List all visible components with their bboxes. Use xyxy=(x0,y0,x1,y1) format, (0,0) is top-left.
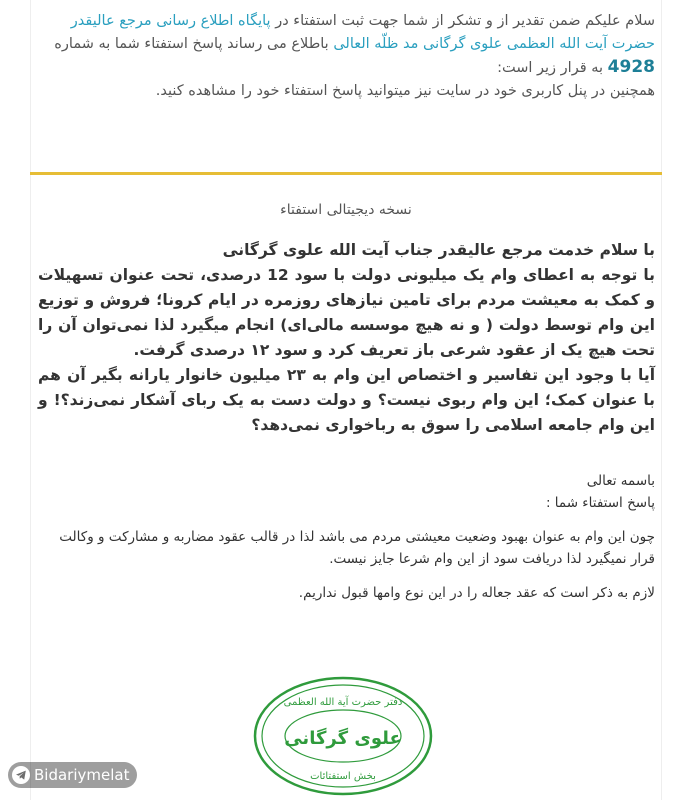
fatwa-number: 4928 xyxy=(607,57,655,77)
svg-text:علوی گرگانی: علوی گرگانی xyxy=(284,728,402,749)
intro-text-3: به قرار زیر است: xyxy=(497,60,604,76)
reply-bismillah: باسمه تعالی xyxy=(586,473,655,489)
reply-block xyxy=(38,470,655,604)
telegram-icon xyxy=(12,766,30,784)
gold-divider xyxy=(30,172,662,175)
ayatollah-link[interactable]: حضرت آیت الله العظمی علوی گرگانی مد ظلّه العالی xyxy=(333,36,655,52)
intro-text-4: همچنین در پنل کاربری خود در سایت نیز میتوانید پاسخ استفتاء خود را مشاهده کنید. xyxy=(155,83,655,99)
question-paragraph-2: آیا با وجود این تفاسیر و اختصاص این وام به ۲۳ میلیون خانوار یارانه بگیر آن هم با عنوان کمک؛ این وام ربوی نیست؟ و دولت دست به یک ربای آشکار نمی‌زند؟! و این وام جامعه اسلامی را سوق به رباخواری نمی‌دهد؟ xyxy=(38,366,656,434)
office-seal xyxy=(252,675,434,797)
question-greeting: با سلام خدمت مرجع عالیقدر جناب آیت الله علوی گرگانی xyxy=(222,241,655,259)
svg-text:بخش استفتائات: بخش استفتائات xyxy=(310,771,376,782)
intro-message xyxy=(40,10,655,103)
intro-text-2: باطلاع می رساند پاسخ استفتاء شما به شماره xyxy=(54,36,329,52)
site-link[interactable]: پایگاه اطلاع رسانی مرجع عالیقدر xyxy=(70,13,271,29)
intro-text-1: سلام علیکم ضمن تقدیر از و تشکر از شما جهت ثبت استفتاء در xyxy=(275,13,655,29)
reply-note: لازم به ذکر است که عقد جعاله را در این نوع وامها قبول نداریم. xyxy=(298,585,655,601)
channel-watermark xyxy=(8,762,137,788)
svg-text:دفتر حضرت آیة الله العظمی: دفتر حضرت آیة الله العظمی xyxy=(283,697,403,708)
watermark-text: Bidariymelat xyxy=(34,766,130,784)
frame-right-border xyxy=(661,0,662,800)
question-block xyxy=(38,238,655,438)
reply-label: پاسخ استفتاء شما : xyxy=(545,495,655,511)
document-title: نسخه دیجیتالی استفتاء xyxy=(280,202,412,218)
reply-answer: چون این وام به عنوان بهبود وضعیت معیشتی مردم می باشد لذا در قالب عقود مضاربه و مشارکت و وکالت قرار نمیگیرد لذا دریافت سود از این وام شرعا جایز نیست. xyxy=(59,529,655,567)
frame-left-border xyxy=(30,0,31,800)
question-paragraph-1: با توجه به اعطای وام یک میلیونی دولت با سود 12 درصدی، تحت عنوان تسهیلات و کمک به معیشت مردم برای تامین نیازهای روزمره در ایام کرونا؛ فروش و توزیع این وام توسط دولت ( و نه هیچ موسسه مالی‌ای) انجام میگیرد لذا نمی‌توان آن را تحت هیچ یک از عقود شرعی باز تعریف کرد و سود ۱۲ درصدی گرفت. xyxy=(38,266,655,359)
